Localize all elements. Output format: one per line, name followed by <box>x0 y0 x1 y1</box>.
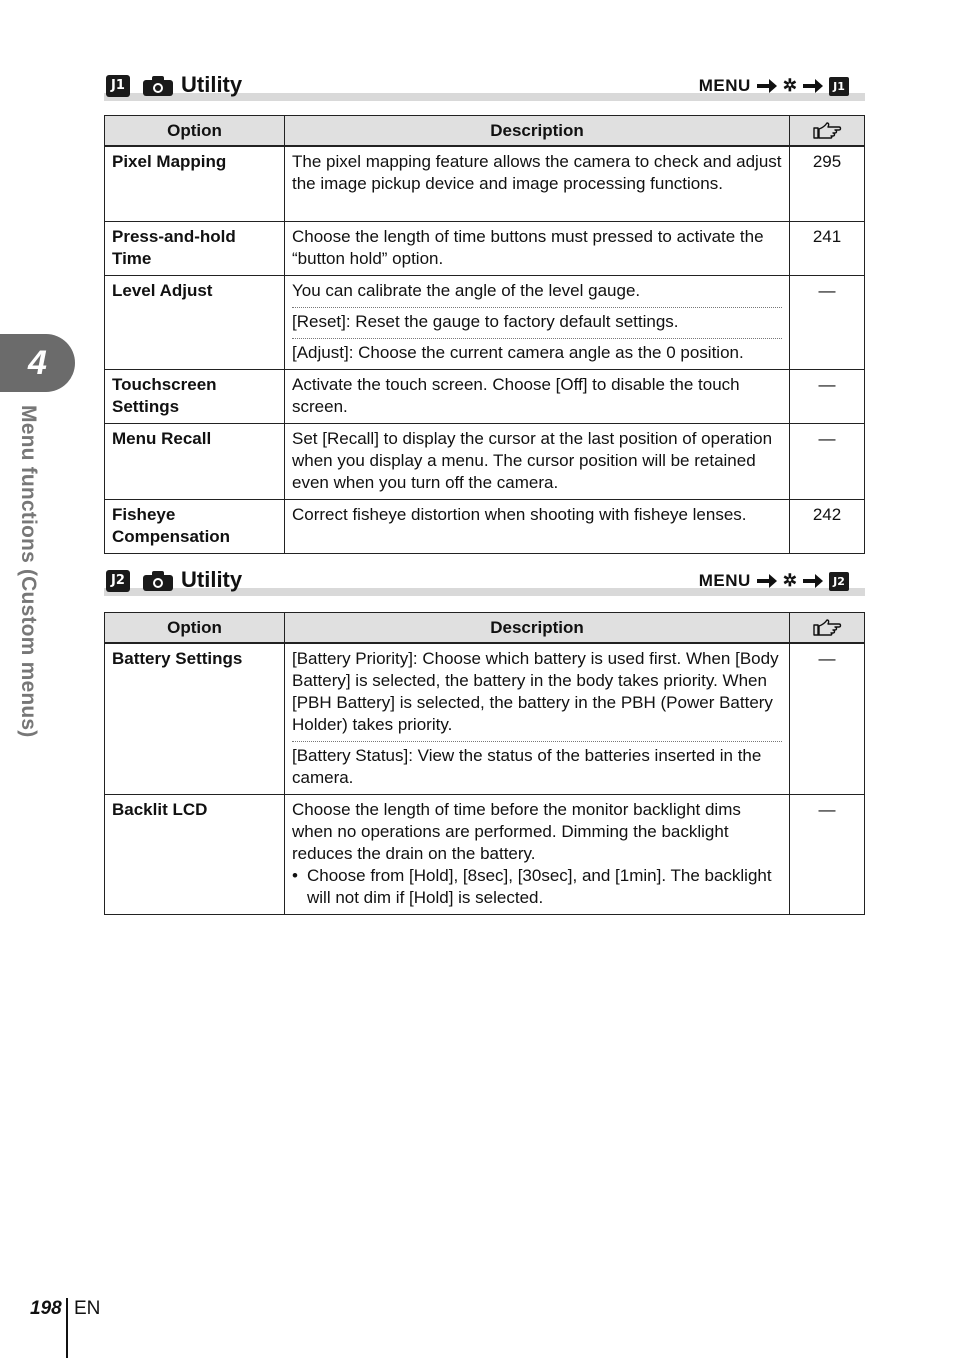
option-name: Backlit LCD <box>105 795 285 915</box>
arrow-right-icon <box>756 78 778 94</box>
page-reference: 241 <box>790 221 865 275</box>
column-header-description: Description <box>285 613 790 644</box>
page-reference: — <box>790 369 865 423</box>
j1-badge-icon: J1 <box>106 75 130 97</box>
description-line: [Adjust]: Choose the current camera angle as the 0 position. <box>292 342 744 362</box>
table-row <box>105 499 865 553</box>
option-description: Correct fisheye distortion when shooting with fisheye lenses. <box>285 499 790 553</box>
table-header-row <box>105 116 865 147</box>
option-name: Touchscreen Settings <box>105 369 285 423</box>
pointing-hand-icon <box>812 122 842 140</box>
option-description: Choose the length of time buttons must pressed to activate the “button hold” option. <box>285 221 790 275</box>
column-header-reference <box>790 613 865 644</box>
gear-icon: ✲ <box>782 76 797 95</box>
description-line: [Reset]: Reset the gauge to factory default settings. <box>292 308 782 339</box>
menu-path <box>699 75 849 97</box>
language-label: EN <box>74 1298 101 1319</box>
j1-badge-icon: J1 <box>829 77 849 96</box>
table-row <box>105 369 865 423</box>
column-header-description: Description <box>285 116 790 147</box>
menu-path <box>699 570 849 592</box>
table-row <box>105 423 865 499</box>
page-reference: — <box>790 643 865 795</box>
pointing-hand-icon <box>812 619 842 637</box>
bullet-text: Choose from [Hold], [8sec], [30sec], and [1min]. The backlight will not dim if [Hold] is selected. <box>307 866 772 907</box>
column-header-option: Option <box>105 613 285 644</box>
option-description: Set [Recall] to display the cursor at the last position of operation when you display a menu. The cursor position will be retained even when you turn off the camera. <box>285 423 790 499</box>
page-reference: 242 <box>790 499 865 553</box>
table-header-row <box>105 613 865 644</box>
table-row <box>105 795 865 915</box>
camera-icon <box>142 75 174 97</box>
option-description <box>285 795 790 915</box>
utility-table-j2 <box>104 612 865 915</box>
description-line: You can calibrate the angle of the level gauge. <box>292 280 782 308</box>
table-row <box>105 275 865 369</box>
page-reference: — <box>790 423 865 499</box>
gear-icon: ✲ <box>782 571 797 590</box>
chapter-side-label: Menu functions (Custom menus) <box>17 405 40 738</box>
option-description: Activate the touch screen. Choose [Off] to disable the touch screen. <box>285 369 790 423</box>
page-reference: 295 <box>790 146 865 221</box>
arrow-right-icon <box>802 573 824 589</box>
option-name: Fisheye Compensation <box>105 499 285 553</box>
column-header-reference <box>790 116 865 147</box>
menu-label: MENU <box>698 76 751 95</box>
chapter-number: 4 <box>28 344 47 382</box>
page-reference: — <box>790 795 865 915</box>
arrow-right-icon <box>756 573 778 589</box>
j2-badge-icon: J2 <box>106 570 130 592</box>
section-header-j1 <box>104 72 865 101</box>
j2-badge-icon: J2 <box>829 572 849 591</box>
option-description <box>285 275 790 369</box>
bullet-item <box>292 865 782 909</box>
page-reference: — <box>790 275 865 369</box>
option-name: Level Adjust <box>105 275 285 369</box>
bullet-mark: • <box>292 866 298 885</box>
description-line: [Battery Status]: View the status of the batteries inserted in the camera. <box>292 746 762 787</box>
arrow-right-icon <box>802 78 824 94</box>
table-row <box>105 146 865 221</box>
table-row <box>105 221 865 275</box>
description-text: Choose the length of time before the monitor backlight dims when no operations are performed. Dimming the backlight reduces the drain on the battery. <box>292 800 741 863</box>
camera-icon <box>142 570 174 592</box>
menu-label: MENU <box>698 571 751 590</box>
column-header-option: Option <box>105 116 285 147</box>
utility-table-j1 <box>104 115 865 554</box>
section-title: Utility <box>181 72 243 97</box>
option-description <box>285 643 790 795</box>
description-line: [Battery Priority]: Choose which battery is used first. When [Body Battery] is selected, the battery in the body takes priority. When [PBH Battery] is selected, the battery in the PBH (Power Battery Holder) takes priority. <box>292 648 782 742</box>
table-row <box>105 643 865 795</box>
option-name: Battery Settings <box>105 643 285 795</box>
option-name: Pixel Mapping <box>105 146 285 221</box>
page-number: 198 <box>30 1298 62 1319</box>
footer-divider <box>66 1298 68 1358</box>
option-name: Press-and-hold Time <box>105 221 285 275</box>
option-description: The pixel mapping feature allows the camera to check and adjust the image pickup device and image processing functions. <box>285 146 790 221</box>
section-header-j2 <box>104 567 865 596</box>
option-name: Menu Recall <box>105 423 285 499</box>
section-title: Utility <box>181 567 243 592</box>
